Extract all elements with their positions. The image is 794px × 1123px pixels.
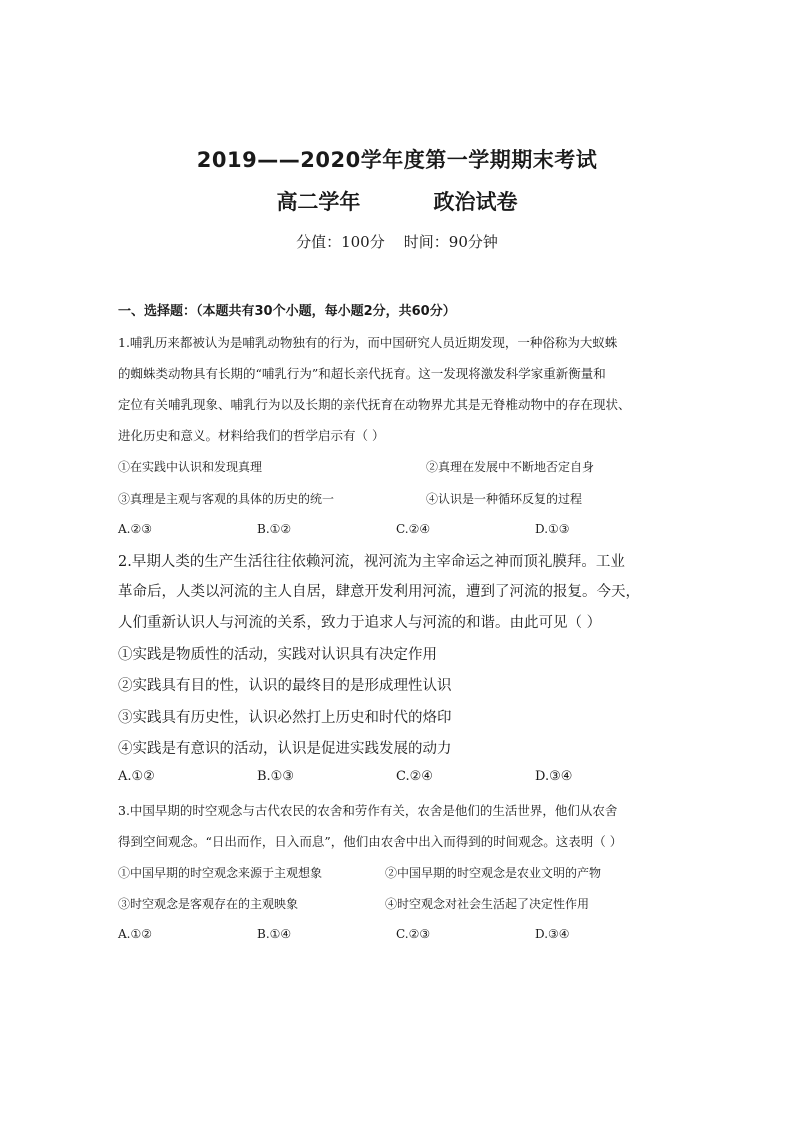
statement-1: ①在实践中认识和发现真理 (118, 460, 263, 474)
statement-1: ①实践是物质性的活动，实践对认识具有决定作用 (118, 647, 437, 663)
choice-a[interactable]: A.②③ (118, 522, 152, 536)
statement-4: ④实践是有意识的活动，认识是促进实践发展的动力 (118, 741, 452, 757)
question-text-line: 进化历史和意义。材料给我们的哲学启示有（ ） (118, 428, 385, 443)
statement-4: ④时空观念对社会生活起了决定性作用 (385, 897, 590, 911)
statement-3: ③真理是主观与客观的具体的历史的统一 (118, 492, 335, 506)
choice-b[interactable]: B.①③ (257, 769, 294, 784)
statement-4: ④认识是一种循环反复的过程 (426, 492, 583, 506)
exam-subtitle: 高二学年 政治试卷 (276, 190, 518, 214)
question-text-line: 1.哺乳历来都被认为是哺乳动物独有的行为，而中国研究人员近期发现，一种俗称为大蚁蛛 (118, 335, 618, 350)
choice-b[interactable]: B.①② (257, 522, 292, 536)
question-text-line: 3.中国早期的时空观念与古代农民的农舍和劳作有关，农舍是他们的生活世界，他们从农舍 (118, 803, 618, 818)
question-text-line: 人们重新认识人与河流的关系，致力于追求人与河流的和谐。由此可见（ ） (118, 615, 602, 631)
choice-c[interactable]: C.②③ (396, 927, 431, 941)
question-text-line: 革命后，人类以河流的主人自居，肆意开发利用河流，遭到了河流的报复。今天， (118, 584, 640, 600)
choice-b[interactable]: B.①④ (257, 927, 292, 941)
statement-2: ②中国早期的时空观念是农业文明的产物 (385, 866, 602, 880)
statement-2: ②真理在发展中不断地否定自身 (426, 460, 595, 474)
exam-title: 2019——2020学年度第一学期期末考试 (196, 148, 598, 172)
choice-d[interactable]: D.①③ (535, 522, 570, 536)
question-text-line: 得到空间观念。“日出而作，日入而息”，他们由农舍中出入而得到的时间观念。这表明（ ） (118, 834, 623, 849)
statement-3: ③实践具有历史性，认识必然打上历史和时代的烙印 (118, 710, 452, 726)
choice-d[interactable]: D.③④ (535, 927, 570, 941)
statement-1: ①中国早期的时空观念来源于主观想象 (118, 866, 323, 880)
score-time-info: 分值：100分 时间：90分钟 (296, 233, 498, 251)
question-text-line: 的蜘蛛类动物具有长期的“哺乳行为”和超长亲代抚育。这一发现将激发科学家重新衡量和 (118, 366, 606, 381)
section-heading: 一、选择题：（本题共有30个小题，每小题2分，共60分） (118, 304, 456, 319)
question-text-line: 2.早期人类的生产生活往往依赖河流，视河流为主宰命运之神而顶礼膜拜。工业 (118, 554, 625, 570)
statement-2: ②实践具有目的性，认识的最终目的是形成理性认识 (118, 678, 452, 694)
choice-c[interactable]: C.②④ (396, 522, 431, 536)
question-text-line: 定位有关哺乳现象、哺乳行为以及长期的亲代抚育在动物界尤其是无脊椎动物中的存在现状、 (118, 397, 631, 412)
choice-c[interactable]: C.②④ (396, 769, 433, 784)
choice-a[interactable]: A.①② (118, 769, 155, 784)
choice-d[interactable]: D.③④ (535, 769, 573, 784)
choice-a[interactable]: A.①② (118, 927, 152, 941)
statement-3: ③时空观念是客观存在的主观映象 (118, 897, 299, 911)
